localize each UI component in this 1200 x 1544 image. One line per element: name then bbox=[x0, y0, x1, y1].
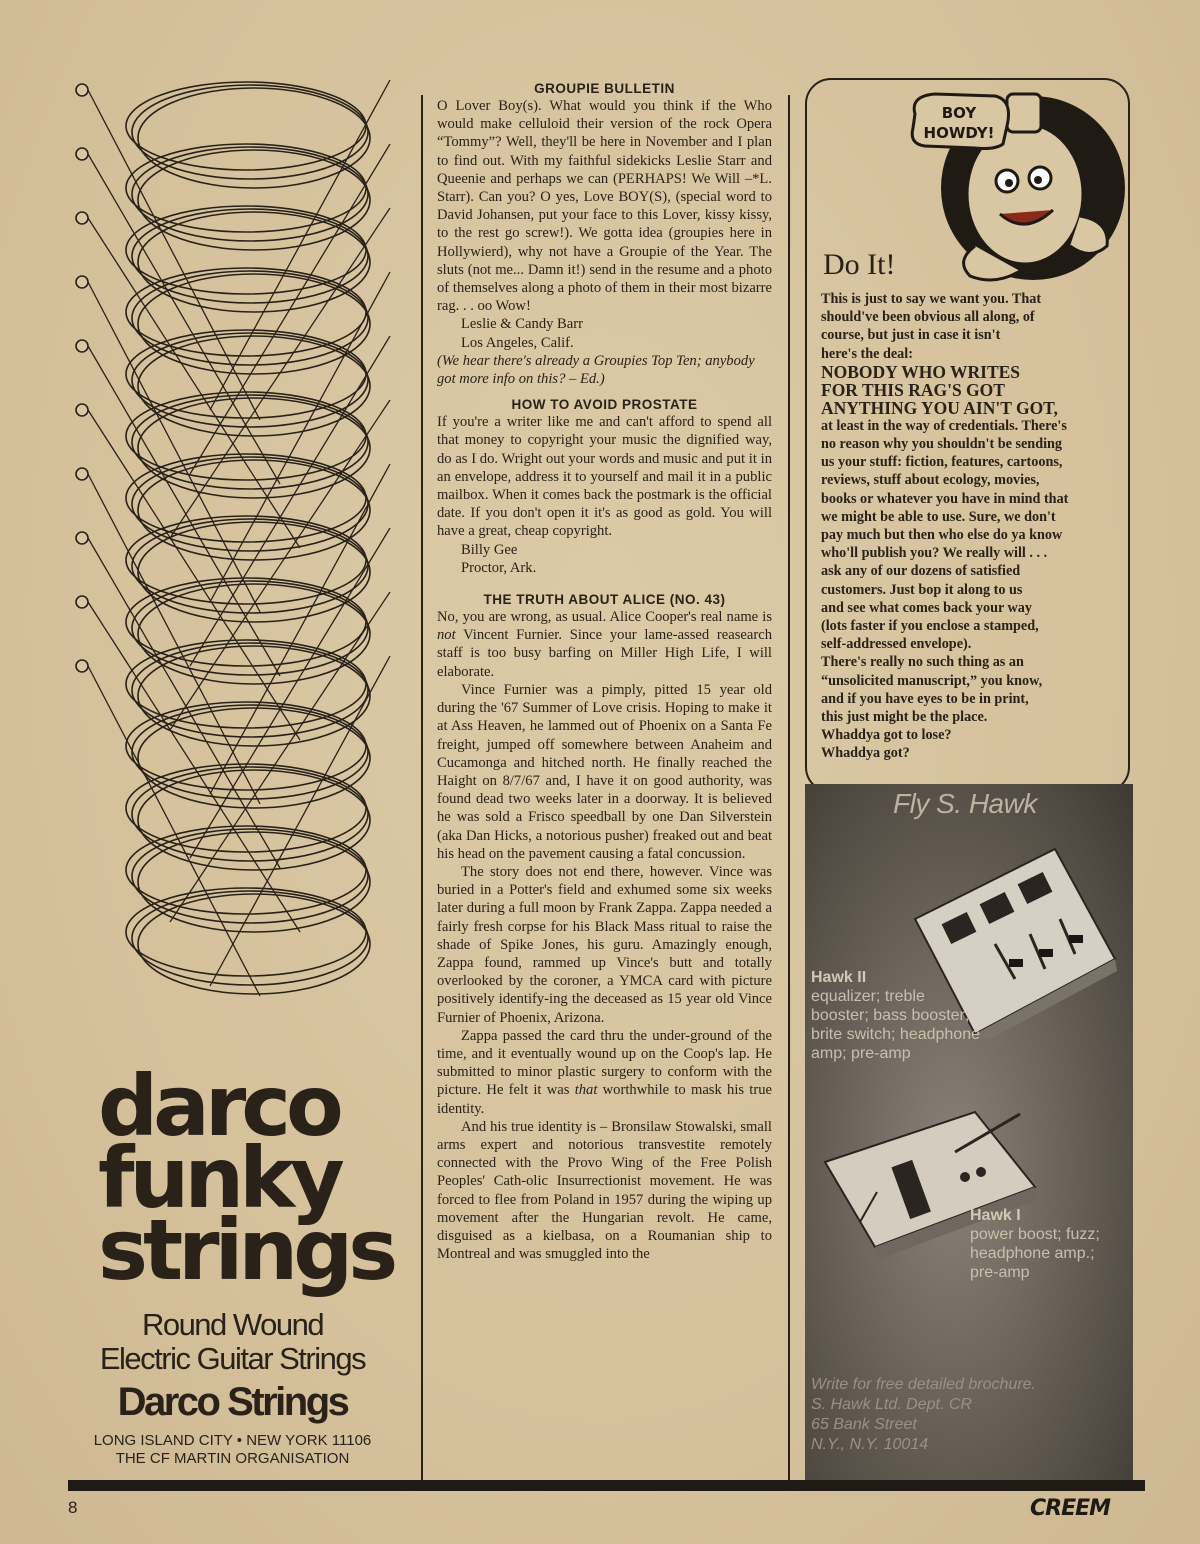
string-coil bbox=[138, 894, 370, 994]
hawk-ii-name: Hawk II bbox=[811, 969, 867, 986]
string-ball-end bbox=[76, 340, 88, 352]
body-line: (lots faster if you enclose a stamped, bbox=[821, 618, 1039, 635]
string-coil bbox=[132, 891, 368, 985]
letter-heading: THE TRUTH ABOUT ALICE (NO. 43) bbox=[483, 592, 726, 608]
hawk-i-label bbox=[970, 1206, 1100, 1282]
feature-line: booster; bass booster; bbox=[811, 1007, 970, 1024]
body-line: There's really no such thing as an bbox=[821, 654, 1024, 671]
brand-line: funky bbox=[98, 1129, 340, 1227]
address-line: N.Y., N.Y. 10014 bbox=[811, 1436, 929, 1453]
body-line: This is just to say we want you. That bbox=[821, 291, 1042, 307]
string-coil bbox=[132, 209, 368, 303]
string-ball-end bbox=[76, 84, 88, 96]
string-ball-end bbox=[76, 660, 88, 672]
do-it-body bbox=[821, 290, 1121, 763]
feature-line: headphone amp.; bbox=[970, 1245, 1095, 1262]
string-coil bbox=[138, 460, 370, 560]
company-name: Darco Strings bbox=[117, 1380, 348, 1424]
address-line: LONG ISLAND CITY • NEW YORK 11106 bbox=[93, 1432, 372, 1449]
body-line: Whaddya got? bbox=[821, 745, 910, 762]
body-line: pay much but then who else do ya know bbox=[821, 527, 1063, 544]
guitar-strings-text: Electric Guitar Strings bbox=[99, 1341, 366, 1376]
letter-location: Proctor, Ark. bbox=[461, 559, 537, 576]
hawk-effects-ad bbox=[805, 784, 1133, 1480]
string-wire bbox=[88, 90, 260, 420]
darco-strings-ad bbox=[60, 70, 405, 1480]
letter-paragraph: The story does not end there, however. Vince was buried in a Potter's field and exhumed some six weeks later during a full moon by Frank Zappa. Zappa needed a fairly fresh corpse for his Black Mass ritual to raise the shade of Spike Jones, his guru. Amazingly enough, Zappa found, rammed up Vince's butt and totally overlooked by the coroner, a YMCA card with picture positively identify-ing the deceased as 15 year old Vince Furnier of Phoenix, Arizona. bbox=[437, 863, 772, 1026]
string-coil bbox=[132, 643, 368, 737]
string-wire bbox=[170, 208, 390, 538]
string-coil bbox=[132, 581, 368, 675]
body-line: self-addressed envelope). bbox=[821, 636, 972, 653]
string-wire bbox=[170, 400, 390, 730]
letter-body: If you're a writer like me and can't afford to spend all that money to copyright your music the dignified way, do as I do. Wright out your words and music and put it in an envelope, address it to yourself and mail it in a public mailbox. When it comes back the postmark is the official date. If you don't open it it's as good as gold. You will have a great, cheap copyright. bbox=[437, 414, 772, 540]
guitar-strings-illustration bbox=[60, 70, 405, 1070]
string-coil bbox=[132, 271, 368, 365]
body-line: who'll publish you? We really will . . . bbox=[821, 545, 1048, 562]
hawk-i-name: Hawk I bbox=[970, 1207, 1021, 1224]
letter-signature: Leslie & Candy Barr bbox=[461, 316, 583, 333]
letter-paragraph: Vince Furnier was a pimply, pitted 15 year old during the '67 Summer of Love crisis. Hoping to make it at Ass Heaven, he lammed out of Phoenix on a Santa Fe freight, jumped off somewhere between Anaheim and Cucamonga and hitched north. He finally reached the Haight on 8/7/67 and, I have it on good authority, was found dead two weeks later in a doorway. It is believed he was sold a Frisco speedball by one Dan Silverstein (aka Dan Hicks, a notorious pusher) freaked out and beat his head on the pavement causing a fatal concussion. bbox=[437, 681, 772, 862]
letter-heading: GROUPIE BULLETIN bbox=[534, 81, 675, 96]
body-line: at least in the way of credentials. There's bbox=[821, 417, 1067, 434]
string-coil bbox=[138, 274, 370, 374]
string-coil bbox=[138, 212, 370, 312]
address-line: 65 Bank Street bbox=[811, 1416, 917, 1433]
company-address bbox=[60, 1432, 405, 1468]
string-coil bbox=[138, 770, 370, 870]
do-it-title: Do It! bbox=[823, 248, 896, 281]
brochure-line: Write for free detailed brochure. bbox=[811, 1376, 1036, 1393]
body-line: should've been obvious all along, of bbox=[821, 309, 1035, 326]
body-line: reviews, stuff about ecology, movies, bbox=[821, 472, 1040, 489]
body-line: here's the deal: bbox=[821, 345, 913, 362]
body-line: this just might be the place. bbox=[821, 709, 988, 726]
speech-bubble-text: HOWDY! bbox=[923, 124, 995, 142]
caps-line: ANYTHING YOU AIN'T GOT, bbox=[821, 397, 1058, 418]
body-line: we might be able to use. Sure, we don't bbox=[821, 508, 1056, 525]
string-wire bbox=[88, 282, 260, 612]
hawk-ii-label bbox=[811, 968, 980, 1063]
body-line: customers. Just bop it along to us bbox=[821, 581, 1023, 598]
feature-line: power boost; fuzz; bbox=[970, 1226, 1100, 1243]
string-coil bbox=[132, 767, 368, 861]
page-number: 8 bbox=[68, 1498, 78, 1517]
product-description bbox=[60, 1308, 405, 1376]
string-coil bbox=[132, 829, 368, 923]
string-ball-end bbox=[76, 276, 88, 288]
creem-logo: CREEM bbox=[1030, 1496, 1111, 1521]
feature-line: amp; pre-amp bbox=[811, 1045, 911, 1062]
feature-line: pre-amp bbox=[970, 1264, 1030, 1281]
string-wire bbox=[88, 154, 280, 484]
address-line: THE CF MARTIN ORGANISATION bbox=[115, 1450, 350, 1467]
string-ball-end bbox=[76, 532, 88, 544]
body-line: and see what comes back your way bbox=[821, 599, 1032, 616]
round-wound-text: Round Wound bbox=[141, 1307, 324, 1342]
caps-line: FOR THIS RAG'S GOT bbox=[821, 379, 1005, 400]
column-divider bbox=[421, 95, 423, 1480]
caps-line: NOBODY WHO WRITES bbox=[821, 361, 1021, 382]
string-ball-end bbox=[76, 212, 88, 224]
feature-line: brite switch; headphone bbox=[811, 1026, 980, 1043]
body-line: books or whatever you have in mind that bbox=[821, 490, 1069, 507]
string-ball-end bbox=[76, 148, 88, 160]
string-wire bbox=[88, 538, 280, 868]
letter-signature: Billy Gee bbox=[461, 541, 518, 558]
do-it-box bbox=[805, 78, 1130, 793]
editor-note: (We hear there's already a Groupies Top Ten; anybody got more info on this? – Ed.) bbox=[437, 352, 755, 388]
string-coil bbox=[138, 522, 370, 622]
body-line: and if you have eyes to be in print, bbox=[821, 690, 1029, 707]
letter-heading: HOW TO AVOID PROSTATE bbox=[511, 397, 698, 413]
body-line: no reason why you shouldn't be sending bbox=[821, 436, 1063, 453]
letters-column bbox=[437, 80, 772, 1263]
letter-paragraph: Zappa passed the card thru the under-ground of the time, and it eventually wound up on the Coop's lap. He submitted to minor plastic surgery to conform with the picture. He felt it was that worthwhile to mask his true identity. bbox=[437, 1027, 772, 1117]
brand-line: strings bbox=[98, 1201, 394, 1299]
hawk-ad-title: Fly S. Hawk bbox=[893, 788, 1037, 819]
string-ball-end bbox=[76, 596, 88, 608]
string-coil bbox=[138, 88, 370, 188]
letter-location: Los Angeles, Calif. bbox=[461, 334, 574, 351]
body-line: ask any of our dozens of satisfied bbox=[821, 563, 1021, 580]
string-ball-end bbox=[76, 404, 88, 416]
body-line: course, but just in case it isn't bbox=[821, 327, 1001, 344]
letter-paragraph: No, you are wrong, as usual. Alice Cooper's real name is not Vincent Furnier. Since your lame-assed reasearch staff is too busy barfing on Miller High Life, I will elaborate. bbox=[437, 609, 772, 680]
brand-line: darco bbox=[98, 1057, 339, 1155]
body-line: “unsolicited manuscript,” you know, bbox=[821, 672, 1043, 689]
string-wire bbox=[88, 474, 260, 804]
hawk-brochure-offer bbox=[811, 1375, 1036, 1455]
letter-body: O Lover Boy(s). What would you think if the Who would make celluloid their version of the rock Opera “Tommy”? Well, they'll be here in November and I plan to find out. With my faithful sidekicks Leslie Starr and Queenie and perhaps we can (PERHAPS! We Will –*L. Starr). Can you? O yes, Love BOY(S), (special word to David Johansen, put your face to this Lover, kissy kissy, to the rest go screw!). We gotta idea (groupies here in Hollywierd), why not have a Groupie of the Year. The sluts (not me... Damn it!) send in the resume and a photo of themselves along a photo of them in their most bizarre rag. . . oo Wow! bbox=[437, 98, 772, 315]
string-coil bbox=[132, 333, 368, 427]
body-line: us your stuff: fiction, features, cartoons, bbox=[821, 454, 1063, 471]
letter-paragraph: And his true identity is – Bronsilaw Stowalski, small arms expert and notorious transvestite remotely connected with the Provo Wing of the Free Polish Peoples' Cath-olic Insurrectionist movement. He was forced to flee from Poland in 1957 during the wiping up movement after the Hungarian revolt. He came, disguised as a kielbasa, on a Roumanian ship to Montreal and was smuggled into the bbox=[437, 1118, 772, 1263]
string-coil bbox=[138, 646, 370, 746]
string-coil bbox=[132, 85, 368, 179]
body-line: Whaddya got to lose? bbox=[821, 727, 952, 744]
speech-bubble-text: BOY bbox=[941, 104, 977, 122]
darco-funky-strings-logo bbox=[98, 1057, 418, 1299]
string-wire bbox=[88, 218, 300, 548]
string-wire bbox=[88, 410, 300, 740]
string-ball-end bbox=[76, 468, 88, 480]
boy-howdy-mascot-icon bbox=[895, 86, 1125, 296]
string-coil bbox=[132, 395, 368, 489]
column-divider bbox=[788, 95, 790, 1480]
footer-rule bbox=[68, 1480, 1145, 1491]
address-line: S. Hawk Ltd. Dept. CR bbox=[811, 1396, 972, 1413]
string-coil bbox=[132, 147, 368, 241]
feature-line: equalizer; treble bbox=[811, 988, 925, 1005]
